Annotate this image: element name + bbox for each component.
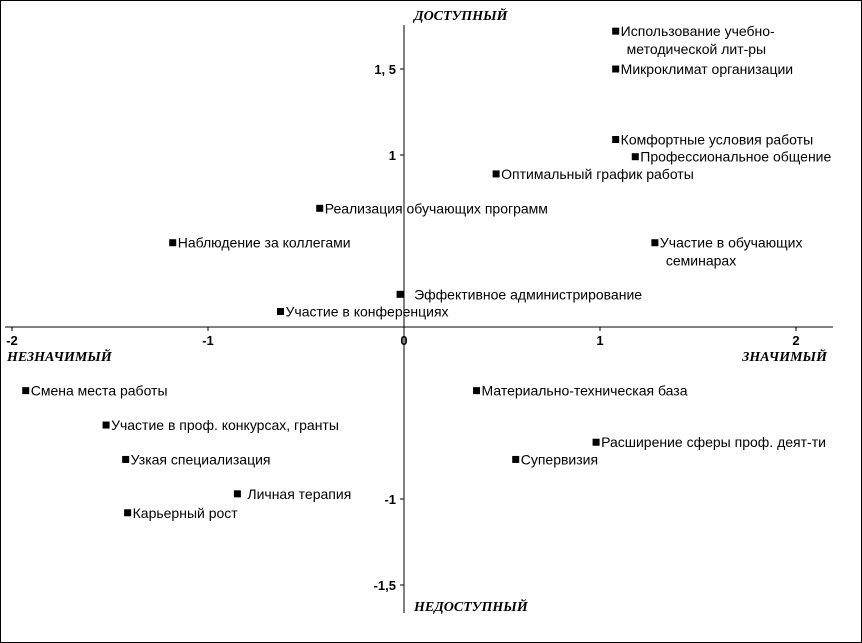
point-label: Использование учебно-	[620, 23, 775, 40]
point-label: Участие в обучающих	[659, 234, 803, 251]
point-marker	[612, 136, 619, 143]
point-marker	[612, 28, 619, 35]
point-marker	[512, 456, 519, 463]
x-tick-label: 1	[596, 333, 604, 348]
point-label: Эффективное администрирование	[414, 286, 643, 303]
point-marker	[473, 387, 480, 394]
point-marker	[169, 239, 176, 246]
y-tick-label: -1	[384, 492, 396, 507]
point-marker	[651, 239, 658, 246]
y-tick-label: 1, 5	[374, 62, 396, 77]
x-tick-label: -1	[202, 333, 214, 348]
point-marker	[22, 387, 29, 394]
point-label: Оптимальный график работы	[501, 165, 694, 182]
axis-title-top: ДОСТУПНЫЙ	[414, 9, 508, 24]
point-marker	[234, 490, 241, 497]
point-label: Узкая специализация	[130, 451, 271, 468]
point-marker	[124, 509, 131, 516]
point-label: Смена места работы	[30, 382, 168, 399]
axis-title-bottom: НЕДОСТУПНЫЙ	[414, 600, 528, 615]
point-label: методической лит-ры	[626, 41, 767, 58]
point-marker	[103, 422, 110, 429]
chart-svg	[1, 1, 861, 642]
point-label: Микроклимат организации	[620, 61, 794, 77]
point-label: Материально-техническая база	[481, 382, 688, 399]
point-label: Участие в проф. конкурсах, гранты	[111, 417, 339, 434]
point-marker	[277, 308, 284, 315]
point-label: Участие в конференциях	[285, 303, 449, 320]
point-label: Личная терапия	[247, 485, 352, 502]
point-label: Супервизия	[520, 451, 599, 468]
axis-title-left: НЕЗНАЧИМЫЙ	[7, 350, 112, 365]
point-marker	[493, 170, 500, 177]
point-label: Расширение сферы проф. деят-ти	[601, 434, 826, 451]
point-marker	[632, 153, 639, 160]
y-tick-label: 1	[388, 148, 396, 163]
point-label: Реализация обучающих программ	[324, 200, 548, 217]
x-tick-label: 2	[792, 333, 800, 348]
point-label: Комфортные условия работы	[620, 131, 814, 148]
axis-title-right: ЗНАЧИМЫЙ	[742, 350, 827, 365]
point-label: семинарах	[665, 252, 737, 269]
point-label: Наблюдение за коллегами	[177, 234, 351, 251]
x-tick-label: 0	[400, 333, 408, 348]
y-tick-label: -1,5	[373, 578, 396, 593]
point-label: Карьерный рост	[132, 504, 238, 521]
point-marker	[122, 456, 129, 463]
point-marker	[612, 66, 619, 73]
point-label: Профессиональное общение	[640, 148, 832, 165]
point-marker	[593, 439, 600, 446]
data-points	[22, 23, 831, 521]
point-marker	[316, 205, 323, 212]
point-marker	[397, 291, 404, 298]
x-tick-label: -2	[6, 333, 18, 348]
